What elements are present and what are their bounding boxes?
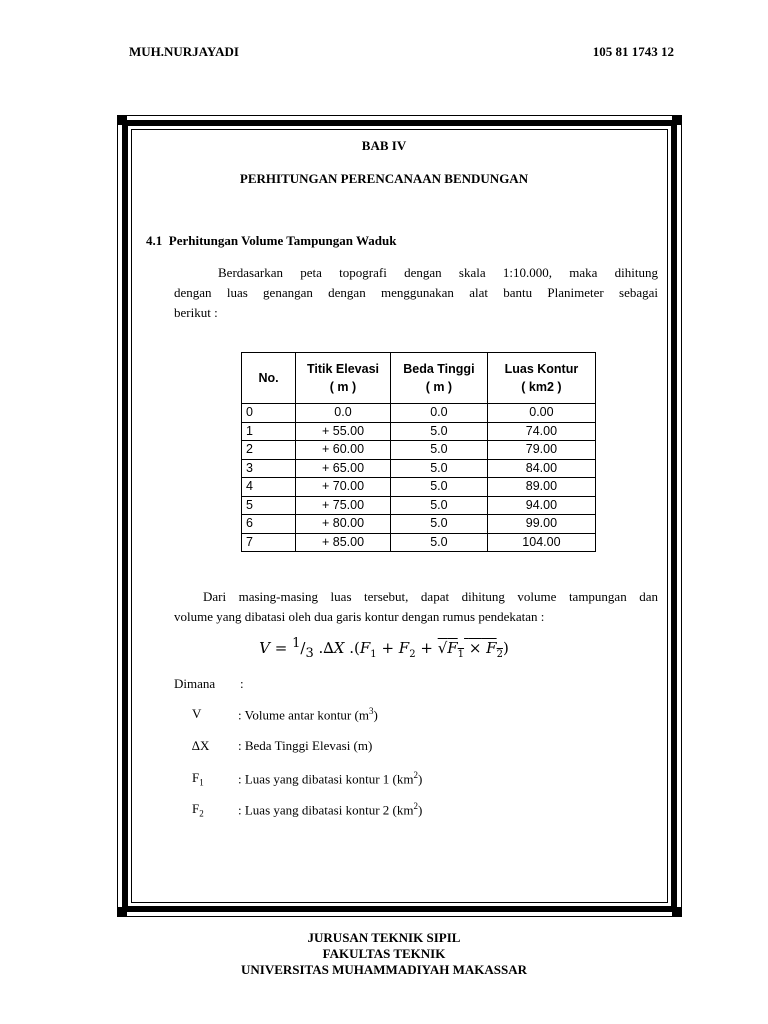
intro-line: Berdasarkan peta topografi dengan skala 1:10.000, maka dihitung [218,265,658,280]
frame-corner [117,115,127,125]
definition-text: : Volume antar kontur $(m^3)$ [238,706,378,723]
cell-height-diff: 5.0 [390,441,487,460]
cell-height-diff: 5.0 [390,533,487,552]
cell-elevation: + 65.00 [296,459,391,478]
table-row [242,459,596,478]
cell-no: 4 [242,478,296,497]
formula-intro-paragraph [174,587,658,627]
footer-university: UNIVERSITAS MUHAMMADIYAH MAKASSAR [240,962,528,977]
cell-height-diff: 5.0 [390,422,487,441]
header-author: MUH.NURJAYADI [129,44,239,59]
definition-symbol: $F_2$ [192,801,204,819]
cell-height-diff: 5.0 [390,496,487,515]
cell-elevation: 0.0 [296,404,391,423]
definition-item [192,801,423,819]
column-header-elevation: Titik Elevasi ( m ) [296,353,391,404]
footer-faculty: FAKULTAS TEKNIK [322,946,446,961]
frame-corner [672,115,682,125]
table-row [242,422,596,441]
intro-paragraph [174,263,658,323]
column-header-contour-area: Luas Kontur ( km2 ) [487,353,595,404]
table-row [242,515,596,534]
elevation-table [241,352,596,552]
footer-department: JURUSAN TEKNIK SIPIL [307,930,461,945]
volume-formula: $V = ^1/_3$ .∆X $.(F_1 + F_2 + √F_1 \times F_2)$ [259,636,509,661]
section-heading [146,233,396,249]
cell-height-diff: 5.0 [390,478,487,497]
cell-contour-area: 74.00 [487,422,595,441]
paragraph-line: volume yang dibatasi oleh dua garis kontur dengan rumus pendekatan : [174,609,545,624]
chapter-title: PERHITUNGAN PERENCANAAN BENDUNGAN [239,171,529,186]
intro-line: dengan luas genangan dengan menggunakan alat bantu Planimeter sebagai [174,285,658,300]
cell-contour-area: 99.00 [487,515,595,534]
definition-item [192,706,378,723]
frame-corner [672,907,682,917]
dimana-label: Dimana [174,676,216,691]
definition-item [192,738,373,754]
cell-no: 3 [242,459,296,478]
paragraph-line: Dari masing-masing luas tersebut, dapat dihitung volume tampungan dan [203,589,658,604]
cell-contour-area: 89.00 [487,478,595,497]
cell-contour-area: 0.00 [487,404,595,423]
cell-elevation: + 70.00 [296,478,391,497]
table-row [242,496,596,515]
cell-elevation: + 55.00 [296,422,391,441]
cell-contour-area: 104.00 [487,533,595,552]
definition-text: : Beda Tinggi Elevasi (m) [238,738,373,753]
table-row [242,404,596,423]
cell-no: 1 [242,422,296,441]
cell-elevation: + 60.00 [296,441,391,460]
dimana-colon: : [240,676,244,691]
cell-elevation: + 80.00 [296,515,391,534]
definition-symbol: V [192,706,202,721]
definition-symbol: ∆X [192,738,210,753]
section-title: Perhitungan Volume Tampungan Waduk [168,233,397,248]
cell-height-diff: 5.0 [390,515,487,534]
definitions-intro [174,676,244,692]
definition-text: : Luas yang dibatasi kontur 1 $(km^2)$ [238,770,423,787]
cell-contour-area: 94.00 [487,496,595,515]
cell-contour-area: 84.00 [487,459,595,478]
column-header-no: No. [242,353,296,404]
cell-contour-area: 79.00 [487,441,595,460]
intro-line: berikut : [174,305,218,320]
table-header-row [242,353,596,404]
cell-no: 5 [242,496,296,515]
cell-height-diff: 0.0 [390,404,487,423]
frame-corner [117,907,127,917]
definition-symbol: $F_1$ [192,770,204,788]
column-header-height-diff: Beda Tinggi ( m ) [390,353,487,404]
table-row [242,478,596,497]
header-student-id: 105 81 1743 12 [592,44,674,59]
definition-text: : Luas yang dibatasi kontur 2 $(km^2)$ [238,801,423,818]
table-row [242,441,596,460]
cell-height-diff: 5.0 [390,459,487,478]
cell-no: 6 [242,515,296,534]
chapter-label: BAB IV [361,138,407,153]
section-number: 4.1 [146,233,163,248]
cell-elevation: + 85.00 [296,533,391,552]
cell-elevation: + 75.00 [296,496,391,515]
cell-no: 0 [242,404,296,423]
cell-no: 7 [242,533,296,552]
cell-no: 2 [242,441,296,460]
table-row [242,533,596,552]
definition-item [192,770,423,788]
